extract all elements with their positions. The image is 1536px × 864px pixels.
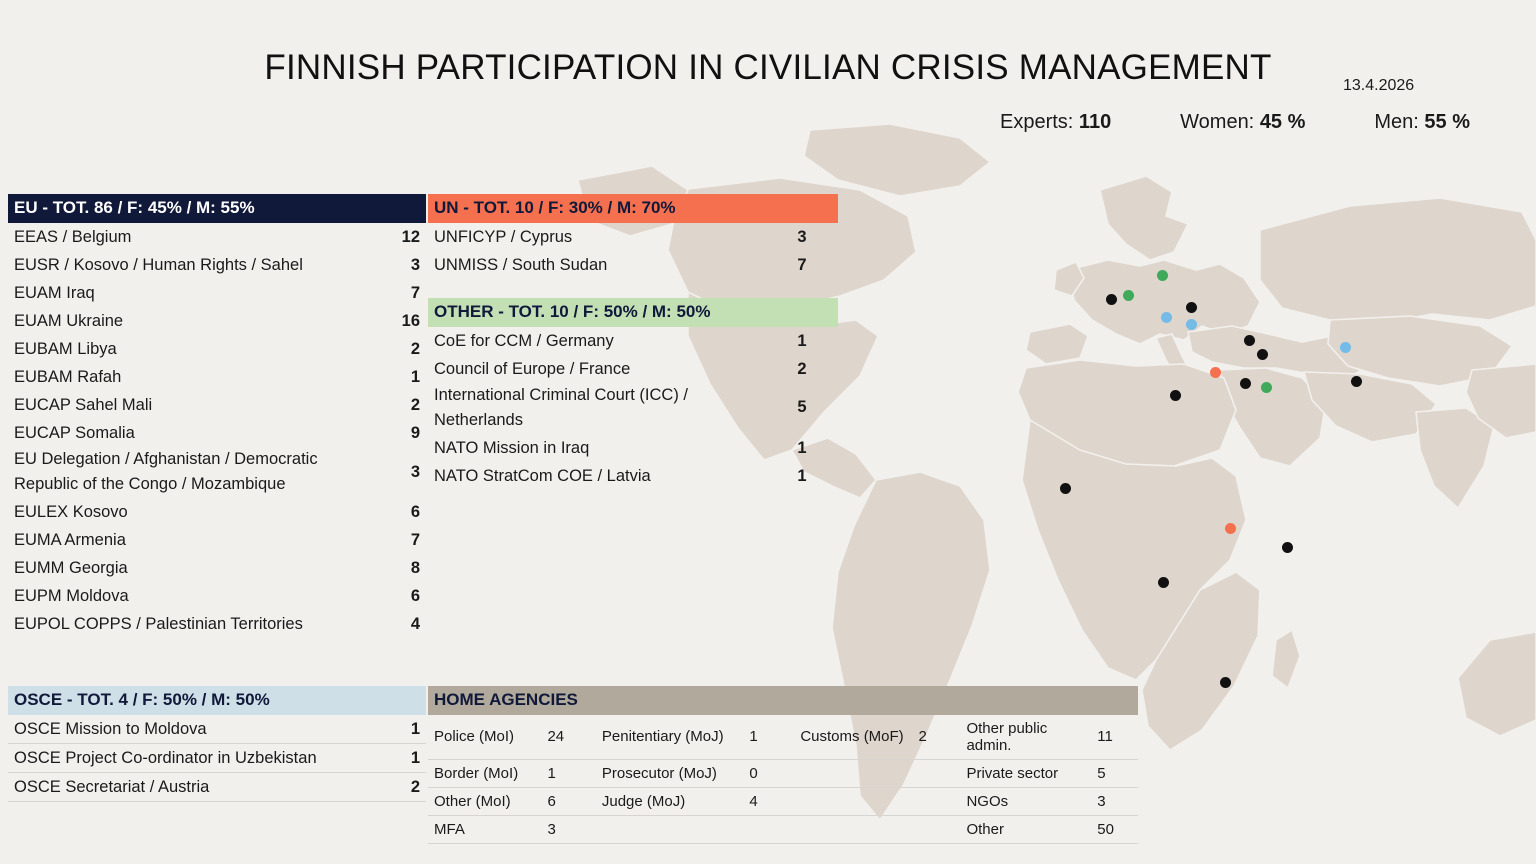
un-section-header: UN - TOT. 10 / F: 30% / M: 70% <box>428 194 838 223</box>
agency-count: 3 <box>541 815 595 843</box>
mission-count: 1 <box>410 719 420 738</box>
list-item <box>8 447 426 498</box>
agency-name: Police (MoI) <box>428 715 541 760</box>
list-item <box>8 526 426 554</box>
list-item <box>428 383 838 434</box>
eu-mission-list <box>8 223 426 639</box>
agency-count: 1 <box>743 715 794 760</box>
table-row <box>428 715 1138 760</box>
osce-mission-list <box>8 715 426 802</box>
mission-name: EEAS / Belgium <box>14 227 132 246</box>
agency-name: Penitentiary (MoJ) <box>596 715 743 760</box>
agency-count <box>743 815 794 843</box>
list-item <box>8 391 426 419</box>
list-item <box>428 355 838 383</box>
mission-name: EUPM Moldova <box>14 587 129 606</box>
other-mission-list <box>428 327 838 490</box>
marker-black-1 <box>1106 294 1117 305</box>
mission-name: OSCE Project Co-ordinator in Uzbekistan <box>14 748 317 767</box>
agency-count: 6 <box>541 787 595 815</box>
marker-orange-2 <box>1225 523 1236 534</box>
mission-count: 8 <box>410 559 420 578</box>
agency-count <box>913 815 961 843</box>
agency-count: 0 <box>743 759 794 787</box>
mission-count: 3 <box>797 227 807 246</box>
agency-count: 50 <box>1091 815 1138 843</box>
other-section-header: OTHER - TOT. 10 / F: 50% / M: 50% <box>428 298 838 327</box>
mission-count: 1 <box>797 331 807 350</box>
marker-black-9 <box>1282 542 1293 553</box>
marker-black-4 <box>1257 349 1268 360</box>
agency-name: Customs (MoF) <box>794 715 912 760</box>
marker-black-7 <box>1170 390 1181 401</box>
home-agencies-section <box>428 686 1138 844</box>
list-item <box>8 582 426 610</box>
eu-section <box>8 194 426 638</box>
stat-experts <box>1000 111 1111 134</box>
eu-section-header: EU - TOT. 86 / F: 45% / M: 55% <box>8 194 426 223</box>
list-item <box>8 715 426 744</box>
stat-women-label: Women: <box>1180 111 1255 133</box>
agency-name: Other public admin. <box>960 715 1091 760</box>
marker-orange-1 <box>1210 367 1221 378</box>
un-mission-list <box>428 223 838 279</box>
list-item <box>8 279 426 307</box>
list-item <box>8 335 426 363</box>
header-stats <box>1000 111 1470 134</box>
list-item <box>8 744 426 773</box>
mission-name: EULEX Kosovo <box>14 503 128 522</box>
mission-count: 12 <box>401 227 420 246</box>
agency-name <box>794 815 912 843</box>
mission-name: OSCE Mission to Moldova <box>14 719 207 738</box>
mission-count: 6 <box>410 587 420 606</box>
agency-name: Other <box>960 815 1091 843</box>
list-item <box>8 773 426 802</box>
mission-count: 9 <box>410 423 420 442</box>
list-item <box>8 363 426 391</box>
mission-name: OSCE Secretariat / Austria <box>14 777 210 796</box>
mission-name: EUCAP Somalia <box>14 423 135 442</box>
mission-name: EUPOL COPPS / Palestinian Territories <box>14 615 303 634</box>
agency-count <box>913 759 961 787</box>
mission-count: 2 <box>410 395 420 414</box>
home-agencies-table <box>428 715 1138 844</box>
list-item <box>428 327 838 355</box>
report-date: 13.4.2026 <box>1343 77 1415 94</box>
mission-name: EUAM Iraq <box>14 283 95 302</box>
agency-count: 2 <box>913 715 961 760</box>
agency-name <box>794 787 912 815</box>
agency-count: 5 <box>1091 759 1138 787</box>
mission-name: UNFICYP / Cyprus <box>434 227 573 246</box>
mission-name: CoE for CCM / Germany <box>434 331 614 350</box>
agency-count: 24 <box>541 715 595 760</box>
mission-name: EU Delegation / Afghanistan / Democratic Republic of the Congo / Mozambique <box>14 449 318 494</box>
mission-count: 7 <box>410 283 420 302</box>
agency-name: Prosecutor (MoJ) <box>596 759 743 787</box>
mission-count: 1 <box>410 367 420 386</box>
marker-black-11 <box>1220 677 1231 688</box>
list-item <box>428 462 838 490</box>
agency-count: 3 <box>1091 787 1138 815</box>
marker-blue-2 <box>1186 319 1197 330</box>
agency-name <box>596 815 743 843</box>
mission-name: UNMISS / South Sudan <box>434 255 608 274</box>
marker-black-2 <box>1186 302 1197 313</box>
stat-men-label: Men: <box>1374 111 1419 133</box>
marker-black-8 <box>1060 483 1071 494</box>
mission-count: 4 <box>410 615 420 634</box>
mission-count: 1 <box>797 466 807 485</box>
mission-name: EUSR / Kosovo / Human Rights / Sahel <box>14 255 303 274</box>
mission-name: EUAM Ukraine <box>14 311 124 330</box>
marker-blue-3 <box>1340 342 1351 353</box>
marker-green-3 <box>1261 382 1272 393</box>
stat-men <box>1374 111 1470 134</box>
stat-experts-label: Experts: <box>1000 111 1074 133</box>
list-item <box>428 434 838 462</box>
list-item <box>8 610 426 638</box>
agency-name: Border (MoI) <box>428 759 541 787</box>
mission-count: 1 <box>410 748 420 767</box>
agency-count: 4 <box>743 787 794 815</box>
agency-name: Other (MoI) <box>428 787 541 815</box>
mission-name: International Criminal Court (ICC) / Netherlands <box>434 385 688 430</box>
agency-name <box>794 759 912 787</box>
list-item <box>8 554 426 582</box>
table-row <box>428 759 1138 787</box>
agency-name: Private sector <box>960 759 1091 787</box>
table-row <box>428 815 1138 843</box>
mission-count: 3 <box>410 462 420 481</box>
osce-section <box>8 686 426 802</box>
list-item <box>8 251 426 279</box>
stat-women-value: 45 % <box>1259 111 1306 133</box>
stat-women <box>1180 111 1305 134</box>
marker-green-2 <box>1123 290 1134 301</box>
list-item <box>428 223 838 251</box>
mission-count: 2 <box>410 339 420 358</box>
mission-count: 3 <box>410 255 420 274</box>
mission-name: EUMM Georgia <box>14 559 128 578</box>
agency-name: NGOs <box>960 787 1091 815</box>
mission-count: 16 <box>401 311 420 330</box>
marker-black-3 <box>1244 335 1255 346</box>
marker-blue-1 <box>1161 312 1172 323</box>
mission-count: 7 <box>410 531 420 550</box>
marker-black-6 <box>1351 376 1362 387</box>
list-item <box>8 223 426 251</box>
osce-section-header: OSCE - TOT. 4 / F: 50% / M: 50% <box>8 686 426 715</box>
agency-name: MFA <box>428 815 541 843</box>
mission-name: NATO StratCom COE / Latvia <box>434 466 651 485</box>
mission-name: EUCAP Sahel Mali <box>14 395 153 414</box>
mission-count: 2 <box>410 777 420 796</box>
table-row <box>428 787 1138 815</box>
mission-count: 5 <box>797 398 807 417</box>
stat-experts-value: 110 <box>1078 111 1112 133</box>
un-section <box>428 194 838 279</box>
marker-green-1 <box>1157 270 1168 281</box>
mission-name: Council of Europe / France <box>434 359 631 378</box>
stat-men-value: 55 % <box>1424 111 1470 133</box>
list-item <box>8 307 426 335</box>
mission-count: 6 <box>410 503 420 522</box>
agency-count <box>913 787 961 815</box>
mission-name: EUBAM Libya <box>14 339 117 358</box>
list-item <box>8 419 426 447</box>
agency-count: 1 <box>541 759 595 787</box>
agency-name: Judge (MoJ) <box>596 787 743 815</box>
mission-name: NATO Mission in Iraq <box>434 438 590 457</box>
agency-count: 11 <box>1091 715 1138 760</box>
marker-black-10 <box>1158 577 1169 588</box>
mission-count: 7 <box>797 255 807 274</box>
home-agencies-header: HOME AGENCIES <box>428 686 1138 715</box>
list-item <box>428 251 838 279</box>
mission-count: 1 <box>797 438 807 457</box>
marker-black-5 <box>1240 378 1251 389</box>
mission-name: EUMA Armenia <box>14 531 126 550</box>
page-title: FINNISH PARTICIPATION IN CIVILIAN CRISIS MANAGEMENT <box>264 48 1272 87</box>
mission-count: 2 <box>797 359 807 378</box>
other-section <box>428 298 838 490</box>
mission-name: EUBAM Rafah <box>14 367 122 386</box>
list-item <box>8 498 426 526</box>
